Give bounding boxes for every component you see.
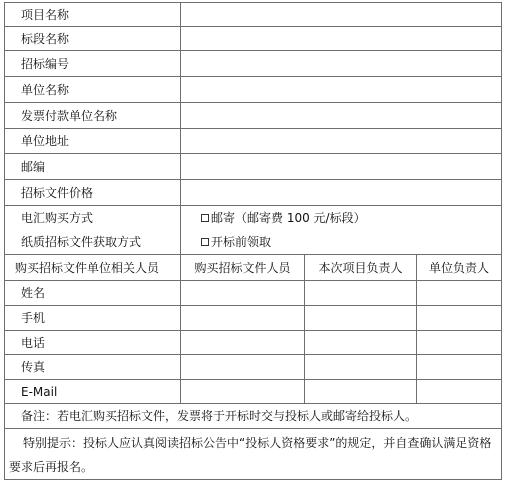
header-purchaser: 购买招标文件人员: [181, 255, 305, 281]
cell-purchaser-name[interactable]: [181, 281, 305, 306]
purchase-method-options: [181, 206, 502, 255]
cell-company-lead-mobile[interactable]: [417, 306, 502, 331]
table-row: [5, 380, 502, 404]
field-section-name[interactable]: [181, 27, 502, 51]
label-company-name: 单位名称: [5, 77, 181, 103]
field-tender-number[interactable]: [181, 51, 502, 77]
label-document-price: 招标文件价格: [5, 180, 181, 206]
option-pickup-label: 开标前领取: [211, 235, 272, 249]
label-phone: 电话: [5, 331, 181, 355]
header-related-personnel: 购买招标文件单位相关人员: [5, 255, 181, 281]
cell-company-lead-fax[interactable]: [417, 355, 502, 380]
cell-purchaser-phone[interactable]: [181, 331, 305, 355]
label-invoice-payer: 发票付款单位名称: [5, 103, 181, 129]
table-row: [5, 281, 502, 306]
table-row: [5, 306, 502, 331]
row-section-name: [5, 27, 502, 51]
label-section-name: 标段名称: [5, 27, 181, 51]
option-mail-label: 邮寄（邮寄费 100 元/标段）: [211, 211, 366, 225]
cell-company-lead-email[interactable]: [417, 380, 502, 404]
label-email: E-Mail: [5, 380, 181, 404]
field-project-name[interactable]: [181, 3, 502, 27]
cell-company-lead-phone[interactable]: [417, 331, 502, 355]
field-document-price[interactable]: [181, 180, 502, 206]
label-project-name: 项目名称: [5, 3, 181, 27]
label-name: 姓名: [5, 281, 181, 306]
field-company-address[interactable]: [181, 129, 502, 154]
row-tender-number: [5, 51, 502, 77]
field-company-name[interactable]: [181, 77, 502, 103]
remark-text: 备注：若电汇购买招标文件，发票将于开标时交与投标人或邮寄给投标人。: [5, 404, 502, 429]
row-invoice-payer: [5, 103, 502, 129]
cell-project-lead-name[interactable]: [305, 281, 417, 306]
checkbox-mail-icon[interactable]: [201, 214, 209, 222]
label-paper-document: 纸质招标文件获取方式: [21, 235, 142, 249]
row-company-name: [5, 77, 502, 103]
table-row: [5, 331, 502, 355]
label-wire-transfer: 电汇购买方式: [21, 211, 94, 225]
cell-project-lead-mobile[interactable]: [305, 306, 417, 331]
cell-project-lead-email[interactable]: [305, 380, 417, 404]
cell-purchaser-email[interactable]: [181, 380, 305, 404]
personnel-header-row: [5, 255, 502, 281]
special-notice-text: 特别提示：投标人应认真阅读招标公告中“投标人资格要求”的规定，并自查确认满足资格要求后再报名。: [5, 429, 502, 480]
checkbox-pickup-icon[interactable]: [201, 238, 209, 246]
label-mobile: 手机: [5, 306, 181, 331]
field-postcode[interactable]: [181, 154, 502, 180]
cell-project-lead-fax[interactable]: [305, 355, 417, 380]
row-company-address: [5, 129, 502, 154]
special-notice-row: [5, 429, 502, 480]
cell-company-lead-name[interactable]: [417, 281, 502, 306]
label-tender-number: 招标编号: [5, 51, 181, 77]
table-row: [5, 355, 502, 380]
label-company-address: 单位地址: [5, 129, 181, 154]
field-invoice-payer[interactable]: [181, 103, 502, 129]
remark-row: [5, 404, 502, 429]
option-mail[interactable]: [201, 206, 501, 230]
row-purchase-method: [5, 206, 502, 255]
row-postcode: [5, 154, 502, 180]
cell-purchaser-fax[interactable]: [181, 355, 305, 380]
row-project-name: [5, 3, 502, 27]
cell-project-lead-phone[interactable]: [305, 331, 417, 355]
registration-form-table: [4, 2, 502, 480]
header-company-lead: 单位负责人: [417, 255, 502, 281]
row-document-price: [5, 180, 502, 206]
purchase-method-labels: [5, 206, 181, 255]
header-project-lead: 本次项目负责人: [305, 255, 417, 281]
cell-purchaser-mobile[interactable]: [181, 306, 305, 331]
label-fax: 传真: [5, 355, 181, 380]
option-pickup[interactable]: [201, 230, 501, 254]
label-postcode: 邮编: [5, 154, 181, 180]
